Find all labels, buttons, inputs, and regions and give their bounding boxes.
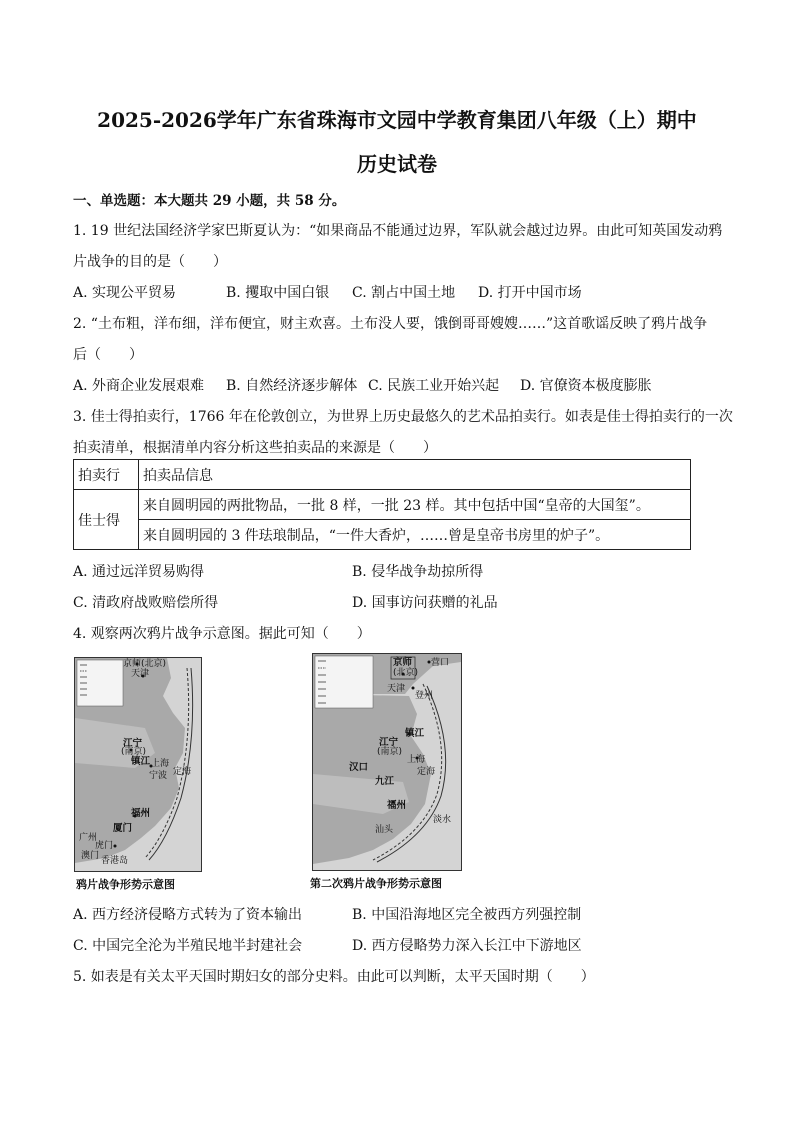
q5-stem: 5. 如表是有关太平天国时期妇女的部分史料。由此可以判断，太平天国时期（ ） <box>73 969 595 985</box>
table-cell: 来自圆明园的两批物品，一批 8 样，一批 23 样。其中包括中国“皇帝的大国玺”。 <box>139 490 691 520</box>
table-cell: 来自圆明园的 3 件珐琅制品，“一件大香炉，……曾是皇帝书房里的炉子”。 <box>139 520 691 550</box>
map2-label: 福州 <box>387 800 407 811</box>
q2-option-a[interactable]: A. 外商企业发展艰难 <box>73 378 205 394</box>
map2-label: 定海 <box>417 767 436 777</box>
map1-label: 宁波 <box>149 771 168 781</box>
map1-label: 天津 <box>131 669 150 679</box>
q3-option-b[interactable]: B. 侵华战争劫掠所得 <box>352 564 484 580</box>
map1-label: 香港岛 <box>101 856 129 866</box>
map2-label: 九江 <box>375 776 395 787</box>
auction-table <box>73 459 691 550</box>
map1-label: 厦门 <box>113 823 133 834</box>
map1-label: 定海 <box>173 767 192 777</box>
q2-option-d[interactable]: D. 官僚资本极度膨胀 <box>520 378 652 394</box>
map1-label: 广州 <box>79 833 98 843</box>
exam-subtitle: 历史试卷 <box>357 152 437 176</box>
map2-caption: 第二次鸦片战争形势示意图 <box>310 877 442 890</box>
map2-label: 京师 <box>393 657 413 668</box>
map1-label: (南京) <box>121 747 147 757</box>
q4-option-c[interactable]: C. 中国完全沦为半殖民地半封建社会 <box>73 938 303 954</box>
map1-caption: 鸦片战争形势示意图 <box>76 878 175 891</box>
q2-stem-line2: 后（ ） <box>73 347 143 363</box>
q3-stem-line2: 拍卖清单，根据清单内容分析这些拍卖品的来源是（ ） <box>73 440 437 456</box>
q1-stem-line2: 片战争的目的是（ ） <box>73 254 227 270</box>
table-header-row <box>74 460 691 490</box>
map2-label: 汉口 <box>349 762 369 773</box>
map1-label: 澳门 <box>81 851 100 861</box>
q4-option-d[interactable]: D. 西方侵略势力深入长江中下游地区 <box>352 938 582 954</box>
map2-label: 上海 <box>407 755 426 765</box>
map2-label: 天津 <box>387 684 406 694</box>
second-opium-war-map <box>312 653 462 871</box>
q2-option-c[interactable]: C. 民族工业开始兴起 <box>368 378 500 394</box>
map2-label: 登州 <box>415 691 434 701</box>
q3-option-c[interactable]: C. 清政府战败赔偿所得 <box>73 595 219 611</box>
map1-label: 镇江 <box>131 756 151 767</box>
q4-stem: 4. 观察两次鸦片战争示意图。据此可知（ ） <box>73 626 371 642</box>
q3-option-d[interactable]: D. 国事访问获赠的礼品 <box>352 595 498 611</box>
exam-title: 2025-2026学年广东省珠海市文园中学教育集团八年级（上）期中 <box>97 108 697 132</box>
map2-label: (北京) <box>393 668 419 678</box>
map2-label: (南京) <box>377 747 403 757</box>
q1-option-c[interactable]: C. 割占中国土地 <box>352 285 456 301</box>
table-row <box>74 520 691 550</box>
q1-option-a[interactable]: A. 实现公平贸易 <box>73 285 177 301</box>
table-row <box>74 490 691 520</box>
map2-label: 营口 <box>431 658 450 668</box>
q2-option-b[interactable]: B. 自然经济逐步解体 <box>226 378 358 394</box>
q2-stem-line1: 2. “土布粗，洋布细，洋布便宜，财主欢喜。土布没人要，饿倒哥哥嫂嫂……”这首歌谣反映了鸦片战争 <box>73 316 708 332</box>
section-heading: 一、单选题：本大题共 29 小题，共 58 分。 <box>73 193 346 209</box>
map1-label: 福州 <box>131 808 151 819</box>
q4-option-b[interactable]: B. 中国沿海地区完全被西方列强控制 <box>352 907 582 923</box>
q3-option-a[interactable]: A. 通过远洋贸易购得 <box>73 564 205 580</box>
map2-label: 汕头 <box>375 825 394 835</box>
q1-stem-line1: 1. 19 世纪法国经济学家巴斯夏认为：“如果商品不能通过边界，军队就会越过边界。由此可知英国发动鸦 <box>73 223 723 239</box>
map2-label: 淡水 <box>433 815 452 825</box>
q1-option-d[interactable]: D. 打开中国市场 <box>478 285 582 301</box>
table-header-cell: 拍卖行 <box>74 460 139 490</box>
q4-option-a[interactable]: A. 西方经济侵略方式转为了资本输出 <box>73 907 303 923</box>
auction-house-cell: 佳士得 <box>74 490 139 550</box>
map1-label: 京师(北京) <box>123 659 167 669</box>
map1-label: 江宁 <box>123 738 143 749</box>
table-header-cell: 拍卖品信息 <box>139 460 691 490</box>
map1-label: 虎门 <box>95 841 114 851</box>
map1-label: 上海 <box>151 759 170 769</box>
opium-war-map <box>74 657 202 872</box>
q3-stem-line1: 3. 佳士得拍卖行，1766 年在伦敦创立，为世界上历史最悠久的艺术品拍卖行。如表是佳士得拍卖行的一次 <box>73 409 733 425</box>
map2-label: 江宁 <box>379 737 399 748</box>
map2-label: 镇江 <box>405 728 425 739</box>
q1-option-b[interactable]: B. 攫取中国白银 <box>226 285 330 301</box>
